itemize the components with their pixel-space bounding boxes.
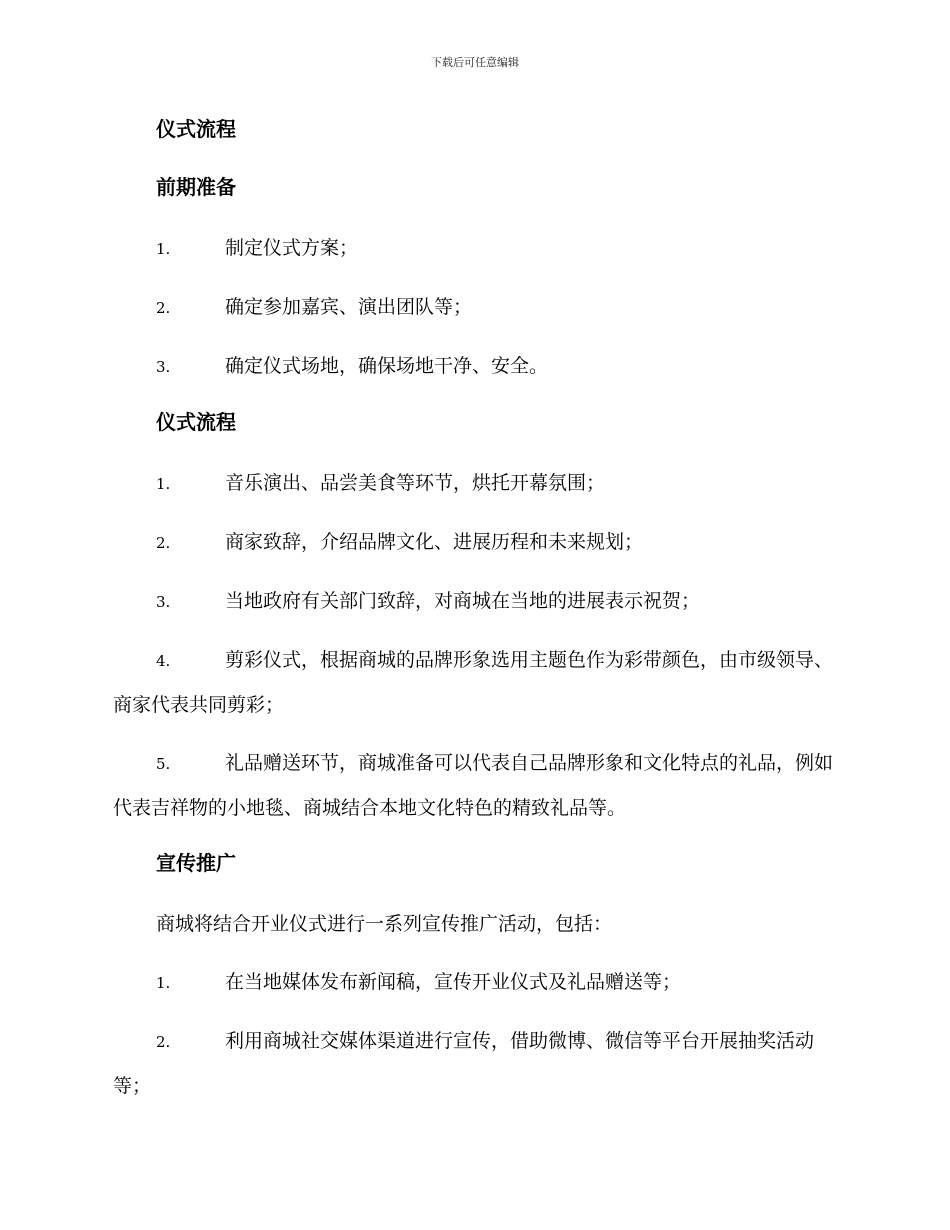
list-item <box>113 1019 838 1108</box>
list-number: 5. <box>156 755 171 773</box>
list-number: 2. <box>156 534 171 552</box>
list-item <box>113 344 838 389</box>
list-number: 3. <box>156 593 171 611</box>
list-item <box>113 285 838 330</box>
document-body <box>113 110 838 1122</box>
list-text: 商家致辞，介绍品牌文化、进展历程和未来规划； <box>225 531 644 553</box>
list-number: 2. <box>156 299 171 317</box>
list-number: 1. <box>156 974 171 992</box>
section-heading-prep: 前期准备 <box>156 175 236 199</box>
header-note: 下载后可任意编辑 <box>431 56 519 69</box>
list-number: 1. <box>156 475 171 493</box>
list-number: 4. <box>156 652 171 670</box>
list-text: 确定参加嘉宾、演出团队等； <box>225 296 473 318</box>
list-text: 当地政府有关部门致辞，对商城在当地的进展表示祝贺； <box>225 590 701 612</box>
section-intro: 商城将结合开业仪式进行一系列宣传推广活动，包括： <box>156 913 613 935</box>
list-text: 确定仪式场地，确保场地干净、安全。 <box>225 355 549 377</box>
list-item <box>113 579 838 624</box>
list-item <box>113 960 838 1005</box>
document-title: 仪式流程 <box>156 117 236 141</box>
list-item <box>113 461 838 506</box>
list-number: 1. <box>156 240 171 258</box>
list-text: 在当地媒体发布新闻稿，宣传开业仪式及礼品赠送等； <box>225 971 682 993</box>
list-number: 2. <box>156 1033 171 1051</box>
list-item <box>113 520 838 565</box>
section-heading-flow: 仪式流程 <box>156 410 236 434</box>
list-text: 利用商城社交媒体渠道进行宣传，借助微博、微信等平台开展抽奖活动等； <box>113 1030 815 1097</box>
list-item <box>113 226 838 271</box>
list-item <box>113 638 838 727</box>
list-item <box>113 741 838 830</box>
list-text: 礼品赠送环节，商城准备可以代表自己品牌形象和文化特点的礼品，例如代表吉祥物的小地毯、商城结合本地文化特色的精致礼品等。 <box>113 752 834 819</box>
list-text: 音乐演出、品尝美食等环节，烘托开幕氛围； <box>225 472 606 494</box>
list-number: 3. <box>156 358 171 376</box>
section-heading-promo: 宣传推广 <box>156 851 236 875</box>
list-text: 剪彩仪式，根据商城的品牌形象选用主题色作为彩带颜色，由市级领导、商家代表共同剪彩； <box>113 649 834 716</box>
list-text: 制定仪式方案； <box>225 237 359 259</box>
